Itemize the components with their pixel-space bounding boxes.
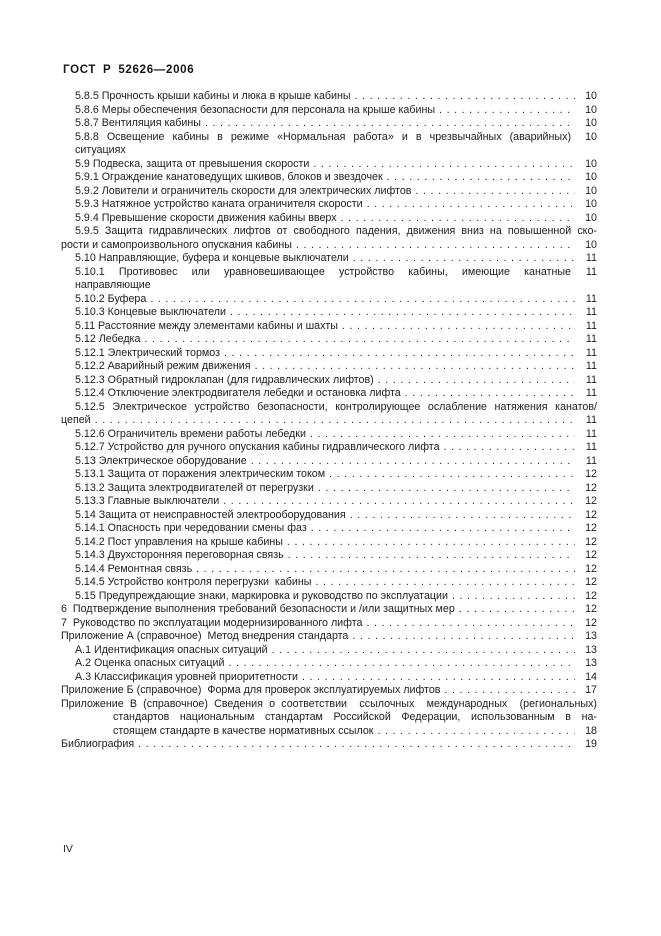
toc-entry xyxy=(61,374,597,388)
toc-page-number: 11 xyxy=(585,252,597,264)
toc-entry-row xyxy=(61,684,597,698)
toc-entry-row xyxy=(61,374,597,388)
toc-page-number: 13 xyxy=(585,657,597,669)
toc-dot-leader xyxy=(337,212,575,226)
toc-entry-label: 5.13.1 Защита от поражения электрическим током xyxy=(75,468,326,480)
toc-entry-row xyxy=(61,414,597,428)
toc-entry-label: цепей xyxy=(61,414,91,426)
toc-entry-row xyxy=(61,90,597,104)
toc-entry-row xyxy=(61,212,597,226)
toc-page-number: 14 xyxy=(585,670,597,683)
toc-entry xyxy=(61,738,597,752)
toc-page-number: 19 xyxy=(585,738,597,750)
toc-entry-label: 5.11 Расстояние между элементами кабины и шахты xyxy=(75,319,338,332)
toc-page-number: 11 xyxy=(585,427,597,440)
toc-entry-label: 5.9.4 Превышение скорости движения кабины вверх xyxy=(75,211,337,224)
toc-entry xyxy=(61,455,597,469)
toc-entry xyxy=(61,198,597,212)
toc-dot-leader xyxy=(298,671,575,685)
toc-entry-label: А.3 Классификация уровней приоритетности xyxy=(75,670,298,683)
toc-entry-row xyxy=(61,320,597,334)
toc-entry xyxy=(61,428,597,442)
toc-dot-leader xyxy=(383,171,575,185)
toc-entry-label: 5.12.4 Отключение электродвигателя лебедки и остановка лифта xyxy=(75,387,401,399)
toc-page-number: 10 xyxy=(585,184,597,197)
toc-page-number: 11 xyxy=(585,333,597,345)
toc-entry-label: 5.12.6 Ограничитель времени работы лебедки xyxy=(75,427,306,440)
toc-entry-label: Библиография xyxy=(61,738,135,750)
toc-dot-leader xyxy=(307,522,575,536)
toc-entry-row xyxy=(61,482,597,496)
sheet-number: IV xyxy=(63,843,73,855)
toc-page-number: 12 xyxy=(585,481,597,494)
toc-page-number: 11 xyxy=(585,373,597,386)
toc-entry-label: 5.14.4 Ремонтная связь xyxy=(75,562,193,575)
toc-entry xyxy=(61,441,597,455)
toc-page-number: 12 xyxy=(585,576,597,588)
toc-entry xyxy=(61,90,597,104)
toc-entry xyxy=(61,117,597,131)
toc-page-number: 11 xyxy=(585,454,597,467)
toc-entry xyxy=(61,347,597,361)
toc-page-number: 11 xyxy=(585,346,597,359)
toc-entry-row xyxy=(61,347,597,361)
toc-page-number: 13 xyxy=(585,630,597,642)
toc-entry xyxy=(61,495,597,509)
toc-dot-leader xyxy=(348,630,575,644)
toc-page-number: 10 xyxy=(585,211,597,224)
toc-entry-row xyxy=(61,644,597,658)
toc-entry-row xyxy=(61,738,597,752)
toc-dot-leader xyxy=(363,198,575,212)
toc-dot-leader xyxy=(435,104,575,118)
toc-page-number: 10 xyxy=(585,90,597,102)
toc-entry-row xyxy=(61,509,597,523)
toc-dot-leader xyxy=(283,536,575,550)
toc-entry xyxy=(61,482,597,496)
toc-entry xyxy=(61,684,597,698)
toc-dot-leader xyxy=(309,158,575,172)
toc-entry xyxy=(61,671,597,685)
toc-entry-label: 5.9.1 Ограждение канатоведущих шкивов, блоков и звездочек xyxy=(75,171,383,183)
toc-entry-label: 5.8.6 Меры обеспечения безопасности для персонала на крыше кабины xyxy=(75,103,436,116)
toc-entry xyxy=(61,630,597,644)
toc-dot-leader xyxy=(362,617,575,631)
toc-entry-row xyxy=(61,522,597,536)
toc-dot-leader xyxy=(306,428,575,442)
toc-entry-row xyxy=(61,185,597,199)
toc-entry-line: 5.9.5 Защита гидравлических лифтов от свободного падения, движения вниз на повышенной ско- xyxy=(75,225,597,237)
toc-entry-label: Приложение А (справочное) Метод внедрения стандарта xyxy=(61,630,349,642)
toc-page-number: 10 xyxy=(585,130,597,143)
toc-entry-row xyxy=(61,603,597,617)
toc-entry-label: 5.8.8 Освещение кабины в режиме «Нормальная работа» и в чрезвычайных (аварийных) ситуациях xyxy=(75,130,574,156)
toc-entry-label: 5.10.1 Противовес или уравновешивающее устройство кабины, имеющие канатные направляющие xyxy=(75,265,574,291)
toc-dot-leader xyxy=(346,509,575,523)
toc-dot-leader xyxy=(140,333,575,347)
toc-dot-leader xyxy=(146,293,575,307)
toc-dot-leader xyxy=(219,495,575,509)
toc-page-number: 10 xyxy=(585,238,597,251)
toc-entry xyxy=(61,333,597,347)
toc-entry-label: 5.10.2 Буфера xyxy=(75,292,147,305)
toc-dot-leader xyxy=(226,306,575,320)
toc-entry-label: 5.15 Предупреждающие знаки, маркировка и руководство по эксплуатации xyxy=(75,589,448,602)
toc-entry xyxy=(61,293,597,307)
toc-page-number: 10 xyxy=(585,103,597,116)
toc-dot-leader xyxy=(247,455,575,469)
toc-dot-leader xyxy=(374,374,575,388)
toc-dot-leader xyxy=(325,468,575,482)
toc-page-number: 12 xyxy=(585,508,597,521)
toc-entry-label: 5.9 Подвеска, защита от превышения скорости xyxy=(75,157,310,170)
toc-entry-row xyxy=(61,725,597,739)
toc-entry-label: стоящем стандарте в качестве нормативных ссылок xyxy=(113,724,374,737)
toc-entry-label: 5.9.3 Натяжное устройство каната ограничителя скорости xyxy=(75,198,363,210)
toc-page-number: 11 xyxy=(585,387,597,399)
toc-entry-label: 5.12.7 Устройство для ручного опускания кабины гидравлического лифта xyxy=(75,441,440,453)
toc-entry-label: 5.12.2 Аварийный режим движения xyxy=(75,360,251,372)
toc-entry-line: стандартов национальным стандартам Российской Федерации, использованным в на- xyxy=(113,711,597,723)
toc-dot-leader xyxy=(284,549,575,563)
toc-entry-label: 5.12.3 Обратный гидроклапан (для гидравлических лифтов) xyxy=(75,373,374,386)
toc-entry-row xyxy=(61,293,597,307)
toc-page-number: 11 xyxy=(585,414,597,426)
toc-dot-leader xyxy=(251,360,575,374)
toc-dot-leader xyxy=(349,252,575,266)
toc-dot-leader xyxy=(311,576,575,590)
toc-page-number: 11 xyxy=(585,319,597,332)
toc-entry xyxy=(61,401,597,428)
toc-entry xyxy=(61,617,597,631)
toc-entry xyxy=(61,131,597,158)
toc-entry-label: А.1 Идентификация опасных ситуаций xyxy=(75,643,268,656)
toc-entry-label: 5.13 Электрическое оборудование xyxy=(75,454,247,467)
toc-page-number: 12 xyxy=(585,589,597,602)
toc-entry xyxy=(61,360,597,374)
toc-dot-leader xyxy=(448,590,575,604)
toc-entry-label: А.2 Оценка опасных ситуаций xyxy=(75,657,225,669)
toc-entry-label: 5.8.5 Прочность крыши кабины и люка в крыше кабины xyxy=(75,90,351,102)
toc-dot-leader xyxy=(224,657,575,671)
toc-entry-row xyxy=(61,549,597,563)
toc-entry-label: 5.14.3 Двухсторонняя переговорная связь xyxy=(75,549,284,561)
toc-entry xyxy=(61,603,597,617)
toc-page-number: 11 xyxy=(585,265,597,278)
toc-entry xyxy=(61,563,597,577)
toc-entry-label: 7 Руководство по эксплуатации модернизированного лифта xyxy=(61,616,363,629)
toc-entry-label: 5.13.2 Защита электродвигателей от перегрузки xyxy=(75,481,314,494)
toc-entry xyxy=(61,225,597,252)
toc-entry-label: 5.14 Защита от неисправностей электрооборудования xyxy=(75,508,346,521)
toc-entry-row xyxy=(61,576,597,590)
toc-entry-row xyxy=(61,131,597,158)
toc-entry xyxy=(61,536,597,550)
toc-entry xyxy=(61,387,597,401)
toc-entry xyxy=(61,252,597,266)
toc-entry xyxy=(61,468,597,482)
toc-entry-row xyxy=(61,468,597,482)
toc-page-number: 12 xyxy=(585,495,597,507)
toc-entry-label: 5.10 Направляющие, буфера и концевые выключатели xyxy=(75,252,349,264)
toc-entry-label: 6 Подтверждение выполнения требований безопасности и /или защитных мер xyxy=(61,603,455,615)
toc-entry-row xyxy=(61,198,597,212)
toc-entry-row xyxy=(61,428,597,442)
toc-dot-leader xyxy=(192,563,575,577)
toc-entry-row xyxy=(61,441,597,455)
toc-entry xyxy=(61,320,597,334)
toc-page-number: 10 xyxy=(585,198,597,210)
toc-entry-line: Приложение В (справочное) Сведения о соответствии ссылочных международных (региональных) xyxy=(61,697,597,710)
toc-dot-leader xyxy=(440,441,575,455)
toc-page-number: 12 xyxy=(585,562,597,575)
toc-entry xyxy=(61,266,597,293)
toc-entry-label: 5.12 Лебедка xyxy=(75,333,141,345)
toc-entry-label: 5.10.3 Концевые выключатели xyxy=(75,306,226,318)
toc-page-number: 13 xyxy=(585,643,597,656)
toc-dot-leader xyxy=(351,90,575,104)
toc-page-number: 10 xyxy=(585,157,597,170)
toc-page-number: 12 xyxy=(585,522,597,534)
toc-dot-leader xyxy=(91,414,575,428)
toc-dot-leader xyxy=(314,482,575,496)
toc-entry-row xyxy=(61,630,597,644)
toc-page-number: 17 xyxy=(585,684,597,696)
toc-entry-row xyxy=(61,239,597,253)
toc-entry-row xyxy=(61,117,597,131)
toc-entry-row xyxy=(61,590,597,604)
toc-entry-row xyxy=(61,104,597,118)
toc-entry xyxy=(61,185,597,199)
toc-entry-row xyxy=(61,455,597,469)
toc-page-number: 12 xyxy=(585,603,597,615)
toc-entry xyxy=(61,212,597,226)
toc-page-number: 11 xyxy=(585,441,597,453)
toc-dot-leader xyxy=(134,738,575,752)
toc-entry-row xyxy=(61,266,597,293)
toc-entry xyxy=(61,657,597,671)
toc-entry-row xyxy=(61,387,597,401)
toc-entry-row xyxy=(61,306,597,320)
toc-entry xyxy=(61,549,597,563)
toc-entry-label: 5.14.2 Пост управления на крыше кабины xyxy=(75,535,283,548)
toc-dot-leader xyxy=(440,684,575,698)
toc-entry-row xyxy=(61,563,597,577)
toc-entry-row xyxy=(61,360,597,374)
toc-dot-leader xyxy=(455,603,575,617)
toc-entry-label: рости и самопроизвольного опускания кабины xyxy=(61,238,292,251)
toc-page-number: 12 xyxy=(585,535,597,548)
toc-page-number: 12 xyxy=(585,616,597,629)
toc-page-number: 10 xyxy=(585,171,597,183)
toc-entry xyxy=(61,590,597,604)
toc-entry xyxy=(61,522,597,536)
toc-dot-leader xyxy=(292,239,575,253)
toc-entry xyxy=(61,698,597,739)
toc-entry xyxy=(61,306,597,320)
toc-entry-label: 5.14.5 Устройство контроля перегрузки кабины xyxy=(75,576,312,588)
toc-dot-leader xyxy=(411,185,575,199)
toc-entry xyxy=(61,104,597,118)
toc-dot-leader xyxy=(338,320,575,334)
toc-entry-row xyxy=(61,495,597,509)
toc-dot-leader xyxy=(220,347,575,361)
toc-entry-row xyxy=(61,536,597,550)
toc-dot-leader xyxy=(268,644,575,658)
toc-entry xyxy=(61,644,597,658)
toc-entry-row xyxy=(61,171,597,185)
toc-entry-label: 5.8.7 Вентиляция кабины xyxy=(75,117,201,129)
toc-entry-label: 5.13.3 Главные выключатели xyxy=(75,495,220,507)
toc-entry-label: 5.12.1 Электрический тормоз xyxy=(75,346,220,359)
toc-entry-line: 5.12.5 Электрическое устройство безопасности, контролирующее ослабление натяжения канатов/ xyxy=(75,400,597,413)
toc-entry-row xyxy=(61,252,597,266)
toc-dot-leader xyxy=(373,725,575,739)
toc-page-number: 12 xyxy=(585,549,597,561)
toc-list xyxy=(61,90,597,752)
toc-entry xyxy=(61,509,597,523)
toc-page-number: 11 xyxy=(585,360,597,372)
standard-designation: ГОСТ Р 52626—2006 xyxy=(63,64,195,76)
toc-entry xyxy=(61,171,597,185)
toc-entry xyxy=(61,158,597,172)
toc-entry-label: 5.9.2 Ловители и ограничитель скорости для электрических лифтов xyxy=(75,184,412,197)
toc-entry xyxy=(61,576,597,590)
toc-page-number: 11 xyxy=(585,306,597,318)
toc-dot-leader xyxy=(401,387,575,401)
toc-page-number: 11 xyxy=(585,292,597,305)
toc-entry-row xyxy=(61,671,597,685)
toc-entry-label: 5.14.1 Опасность при чередовании смены фаз xyxy=(75,522,307,534)
toc-entry-label: Приложение Б (справочное) Форма для проверок эксплуатируемых лифтов xyxy=(61,684,441,696)
toc-page-number: 10 xyxy=(585,117,597,129)
toc-entry-row xyxy=(61,333,597,347)
toc-page-number: 12 xyxy=(585,468,597,480)
toc-page-number: 18 xyxy=(585,724,597,737)
toc-dot-leader xyxy=(201,117,575,131)
toc-entry-row xyxy=(61,657,597,671)
toc-entry-row xyxy=(61,158,597,172)
toc-entry-row xyxy=(61,617,597,631)
